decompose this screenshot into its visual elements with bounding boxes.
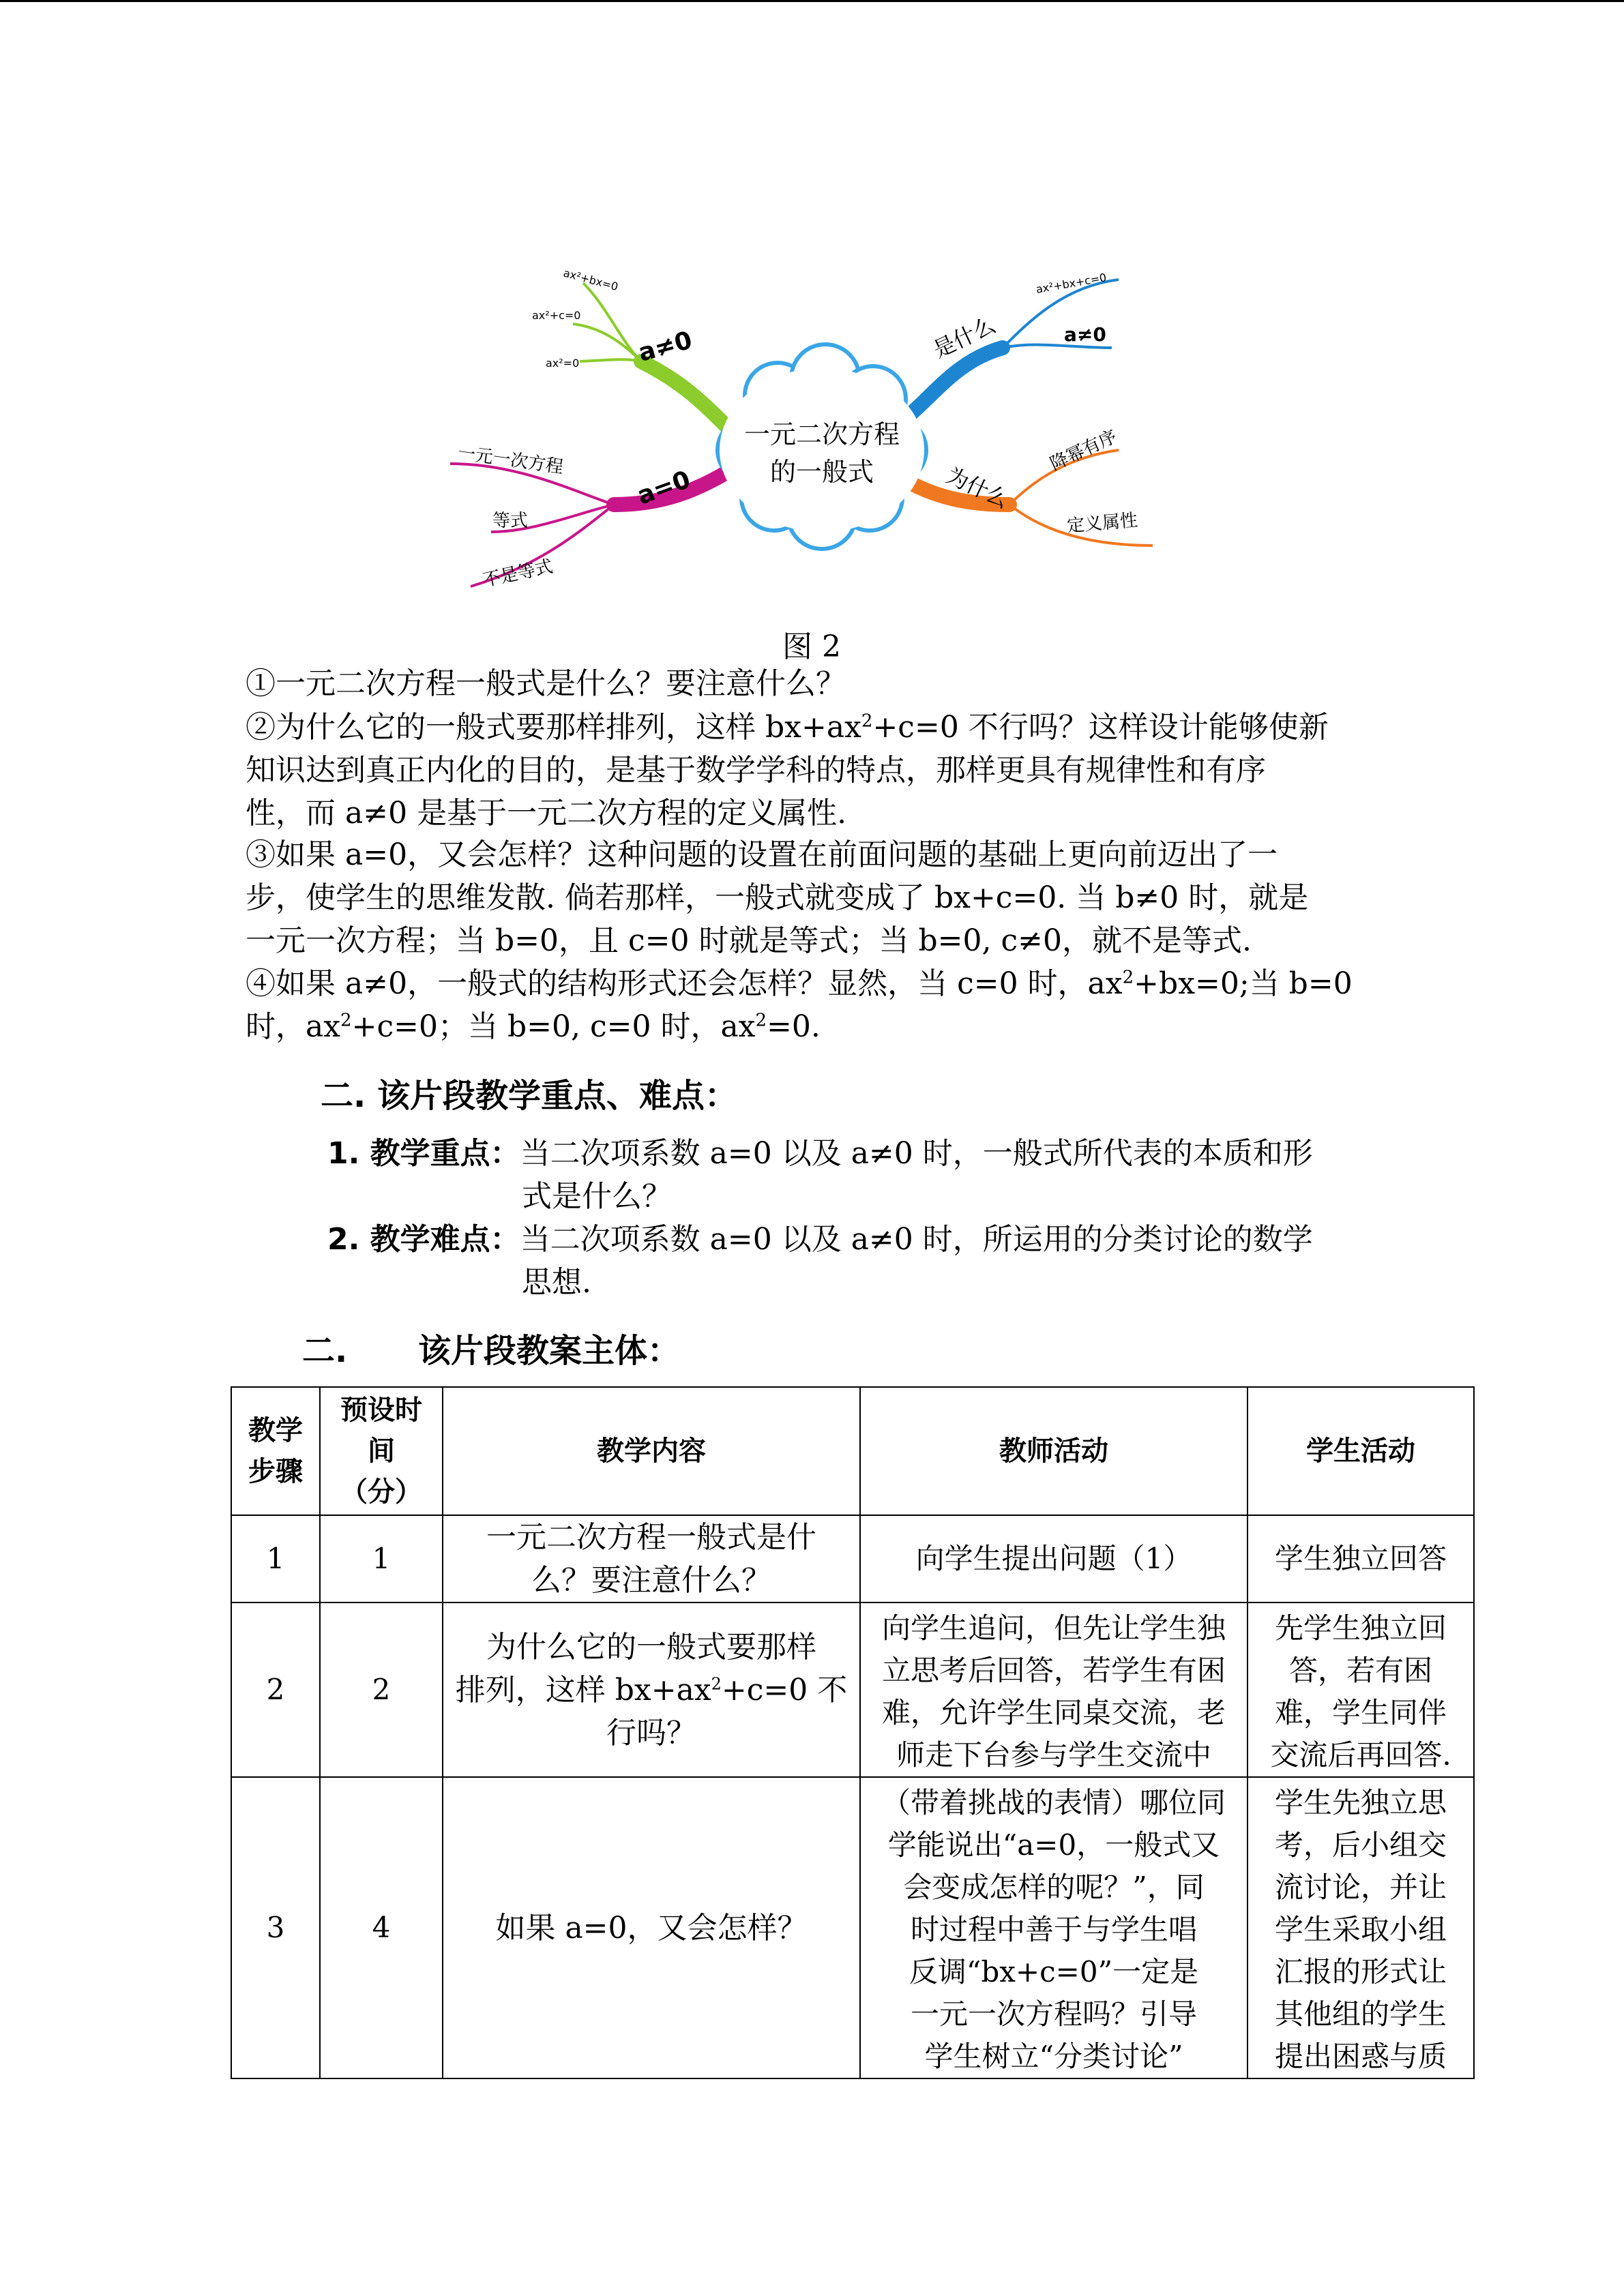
cell-content: 为什么它的一般式要那样 排列，这样 $bx+ax^2+c=0$ 不 行吗？ bbox=[443, 1602, 860, 1777]
label-equality: 等式 bbox=[492, 511, 529, 531]
page-top-border bbox=[0, 0, 1624, 2]
cell-teacher: 向学生提出问题（1） bbox=[860, 1515, 1247, 1602]
label-ax2-bx: ax²+bx=0 bbox=[561, 266, 620, 294]
p4-text-e: =0. bbox=[767, 1009, 821, 1044]
paragraph-2 bbox=[246, 706, 1391, 835]
table-row bbox=[231, 1515, 1474, 1602]
cell-step: 2 bbox=[231, 1602, 320, 1777]
header-time: 预设时 间 （分） bbox=[320, 1387, 443, 1515]
p2-text-b: +c=0 不行吗？这样设计能够使新 bbox=[872, 710, 1329, 745]
label-linear: 一元一次方程 bbox=[456, 443, 565, 478]
p2-sup: 2 bbox=[861, 711, 873, 732]
p2-line3: 性，而 a≠0 是基于一元二次方程的定义属性. bbox=[246, 796, 847, 831]
header-student: 学生活动 bbox=[1247, 1387, 1474, 1515]
table-row bbox=[231, 1777, 1474, 2078]
label-a-ne-0-right: a≠0 bbox=[1064, 323, 1106, 346]
difficulty-line2: 思想. bbox=[522, 1265, 591, 1300]
p4-sup: 2 bbox=[1122, 967, 1134, 988]
cell-teacher: （带着挑战的表情）哪位同 学能说出“a=0，一般式又 会变成怎样的呢？”，同 时过程中善于与学生唱 反调“bx+c=0”一定是 一元一次方程吗？引导 学生树立“分类讨论” bbox=[860, 1777, 1247, 2078]
p4-text-a: ④如果 a≠0，一般式的结构形式还会怎样？显然，当 c=0 时，ax bbox=[246, 966, 1123, 1001]
label-ax2-c: ax²+c=0 bbox=[532, 309, 581, 322]
difficulty-line1: 当二次项系数 a=0 以及 a≠0 时，所运用的分类讨论的数学 bbox=[520, 1222, 1313, 1257]
branch-green-leaf2 bbox=[573, 324, 641, 361]
label-why: 为什么 bbox=[942, 462, 1013, 513]
cell-step: 3 bbox=[231, 1777, 320, 2078]
section-heading-num: 二. bbox=[302, 1332, 348, 1370]
key-point-line2: 式是什么？ bbox=[522, 1179, 672, 1214]
p4-text-d: +c=0；当 b=0, c=0 时，ax bbox=[351, 1009, 756, 1044]
branch-green-leaf3 bbox=[580, 359, 641, 361]
p3-line1: ③如果 a=0，又会怎样？这种问题的设置在前面问题的基础上更向前迈出了一 bbox=[246, 837, 1278, 872]
cell-time: 4 bbox=[320, 1777, 443, 2078]
p3-line3: 一元一次方程；当 b=0，且 c=0 时就是等式；当 b=0, c≠0，就不是等式. bbox=[246, 923, 1252, 958]
header-content: 教学内容 bbox=[443, 1387, 860, 1515]
cell-student: 学生先独立思 考，后小组交 流讨论，并让 学生采取小组 汇报的形式让 其他组的学生 提出困惑与质 bbox=[1247, 1777, 1474, 2078]
section-heading-key-points: 二. 该片段教学重点、难点： bbox=[321, 1077, 737, 1115]
cell-time: 2 bbox=[320, 1602, 443, 1777]
label-what: 是什么 bbox=[929, 312, 1000, 363]
label-general: ax²+bx+c=0 bbox=[1035, 271, 1108, 296]
header-teacher: 教师活动 bbox=[860, 1387, 1247, 1515]
cell-step: 1 bbox=[231, 1515, 320, 1602]
paragraph-4 bbox=[246, 962, 1391, 1048]
table-row bbox=[231, 1602, 1474, 1777]
table-header-row bbox=[231, 1387, 1474, 1515]
cell-content: 一元二次方程一般式是什 么？要注意什么？ bbox=[443, 1515, 860, 1602]
cell-time: 1 bbox=[320, 1515, 443, 1602]
label-ax2: ax²=0 bbox=[546, 357, 580, 370]
branch-green-leaf1 bbox=[583, 283, 641, 361]
header-step: 教学 步骤 bbox=[231, 1387, 320, 1515]
cell-student: 先学生独立回 答，若有困 难，学生同伴 交流后再回答. bbox=[1247, 1602, 1474, 1777]
branch-green bbox=[641, 361, 730, 430]
mind-map-figure bbox=[437, 245, 1173, 607]
p4-sup2: 2 bbox=[340, 1010, 352, 1031]
p2-line2: 知识达到真正内化的目的，是基于数学学科的特点，那样更具有规律性和有序 bbox=[246, 753, 1266, 788]
label-not-equality: 不是等式 bbox=[481, 556, 555, 591]
cell-teacher: 向学生追问，但先让学生独 立思考后回答，若学生有困 难，允许学生同桌交流，老 师走下台参与学生交流中 bbox=[860, 1602, 1247, 1777]
p4-sup3: 2 bbox=[755, 1010, 767, 1031]
label-a-ne-0: a≠0 bbox=[635, 326, 696, 368]
branch-blue bbox=[900, 348, 1003, 423]
key-point-line1: 当二次项系数 a=0 以及 a≠0 时，一般式所代表的本质和形 bbox=[520, 1136, 1313, 1171]
cell-content: 如果 a=0，又会怎样？ bbox=[443, 1777, 860, 2078]
cell-student: 学生独立回答 bbox=[1247, 1515, 1474, 1602]
label-order: 降幂有序 bbox=[1047, 426, 1121, 475]
p3-line2: 步，使学生的思维发散. 倘若那样，一般式就变成了 bx+c=0. 当 b≠0 时，就是 bbox=[246, 880, 1309, 915]
center-text-1: 一元二次方程 bbox=[743, 419, 900, 449]
figure-caption: 图 2 bbox=[782, 629, 841, 664]
difficulty-item bbox=[327, 1218, 1313, 1261]
difficulty-label: 2. 教学难点： bbox=[327, 1222, 520, 1257]
key-point-item bbox=[327, 1132, 1313, 1175]
label-a-eq-0: a=0 bbox=[634, 465, 694, 511]
label-def: 定义属性 bbox=[1065, 510, 1139, 537]
p4-text-c: 时，ax bbox=[246, 1009, 341, 1044]
paragraph-1: ①一元二次方程一般式是什么？要注意什么？ bbox=[246, 666, 846, 701]
center-text-2: 的一般式 bbox=[769, 457, 874, 487]
section-heading-lesson-plan: 该片段教案主体： bbox=[418, 1332, 681, 1370]
p2-text-a: ②为什么它的一般式要那样排列，这样 bx+ax bbox=[246, 710, 861, 745]
p4-text-b: +bx=0;当 b=0 bbox=[1134, 966, 1353, 1001]
lesson-plan-table bbox=[231, 1386, 1475, 2079]
key-point-label: 1. 教学重点： bbox=[327, 1136, 520, 1171]
paragraph-3 bbox=[246, 833, 1391, 962]
